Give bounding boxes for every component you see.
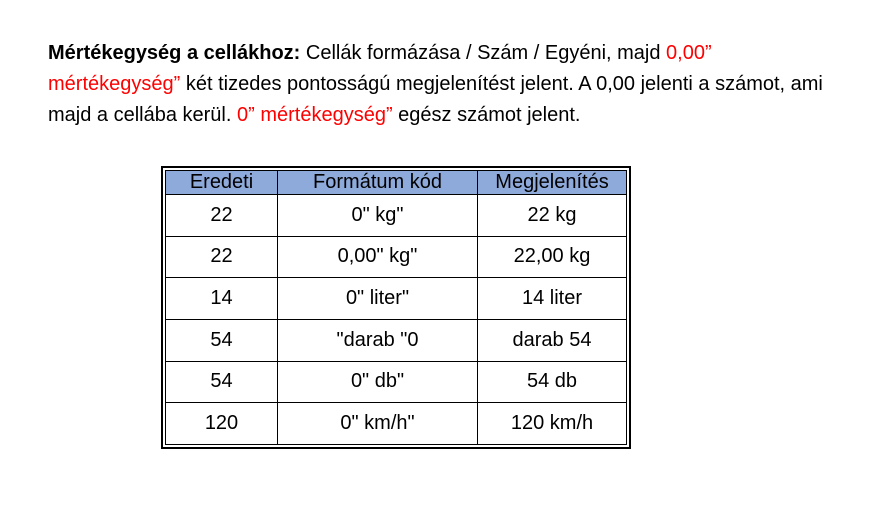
intro-heading: Mértékegység a cellákhoz: (48, 42, 301, 64)
table-row (166, 278, 627, 320)
header-display: Megjelenítés (478, 171, 627, 195)
header-format-code: Formátum kód (278, 171, 478, 195)
intro-text-3: egész számot jelent. (392, 104, 581, 126)
cell-original: 22 (166, 195, 278, 237)
intro-text-2: két tizedes pontosságú megjelenítést jelent. A 0,00 jelenti a számot, ami majd a cellába kerül. (48, 73, 823, 126)
table-header-row (166, 171, 627, 195)
cell-format-code: 0" km/h" (278, 403, 478, 445)
cell-format-code: 0,00" kg" (278, 236, 478, 278)
table-row (166, 236, 627, 278)
cell-format-code: 0" db" (278, 361, 478, 403)
header-original: Eredeti (166, 171, 278, 195)
cell-original: 14 (166, 278, 278, 320)
unit-format-table-frame (161, 166, 631, 449)
intro-code-decimal: 0,00” mértékegység” (48, 42, 712, 95)
cell-display: darab 54 (478, 319, 627, 361)
table-row (166, 195, 627, 237)
intro-paragraph (48, 38, 848, 131)
cell-original: 120 (166, 403, 278, 445)
cell-original: 22 (166, 236, 278, 278)
cell-display: 14 liter (478, 278, 627, 320)
table-row (166, 403, 627, 445)
cell-display: 54 db (478, 361, 627, 403)
intro-code-integer: 0” mértékegység” (236, 104, 393, 126)
table-row (166, 361, 627, 403)
table-row (166, 319, 627, 361)
cell-display: 120 km/h (478, 403, 627, 445)
cell-display: 22 kg (478, 195, 627, 237)
cell-original: 54 (166, 361, 278, 403)
cell-display: 22,00 kg (478, 236, 627, 278)
cell-format-code: 0" liter" (278, 278, 478, 320)
cell-original: 54 (166, 319, 278, 361)
cell-format-code: 0" kg" (278, 195, 478, 237)
intro-text-1: Cellák formázása / Szám / Egyéni, majd (300, 42, 667, 64)
cell-format-code: "darab "0 (278, 319, 478, 361)
unit-format-table (165, 170, 627, 445)
